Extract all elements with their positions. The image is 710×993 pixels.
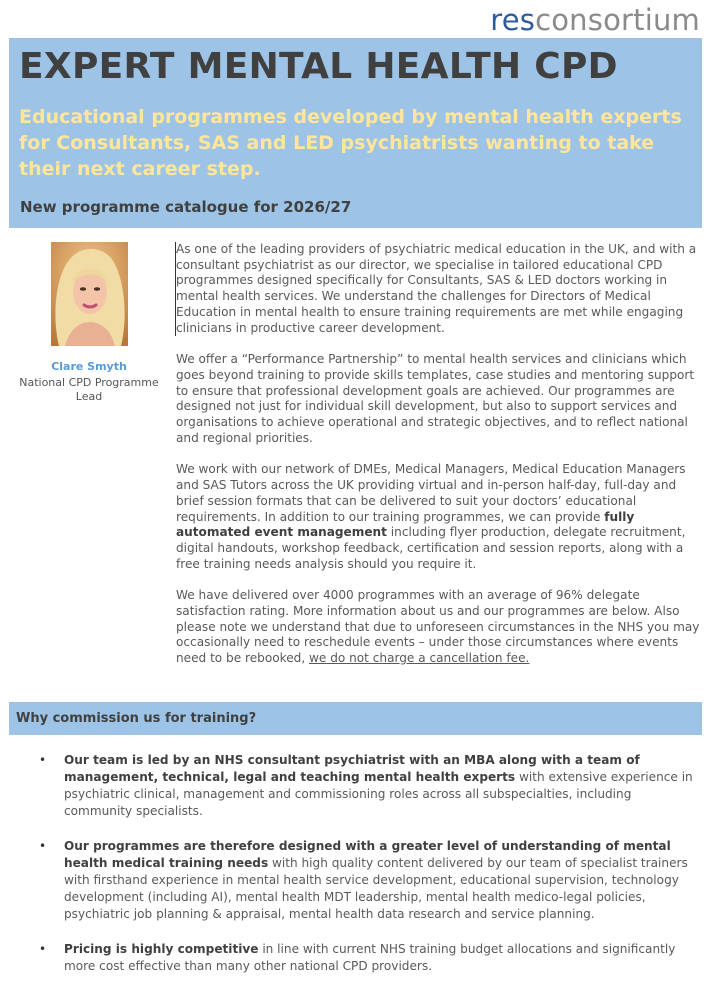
profile-card xyxy=(9,240,169,404)
intro-paragraph-4 xyxy=(176,588,700,667)
why-bullet-list xyxy=(0,752,700,993)
page-title: EXPERT MENTAL HEALTH CPD xyxy=(19,46,618,87)
profile-photo xyxy=(51,242,128,346)
intro-paragraph-3 xyxy=(176,462,700,572)
intro-paragraph-3-start: We work with our network of DMEs, Medical Managers, Medical Education Managers and SAS Tutors across the UK providing virtual and in-person half-day, full-day and brief session formats that can be delivered to suit your doctors’ educational requirements. In addition to our training programmes, we can provide xyxy=(176,462,686,524)
catalogue-heading: New programme catalogue for 2026/27 xyxy=(20,198,352,216)
bullet-icon: • xyxy=(39,753,47,767)
intro-text xyxy=(176,242,700,683)
list-item xyxy=(0,941,700,975)
list-item xyxy=(0,752,700,820)
bullet-text: with high quality content delivered by our team of specialist trainers with firsthand experience in mental health service development, educational supervision, technology development (including AI), mental health MDT leadership, mental health medico-legal policies, psychiatric job planning & appraisal, mental health data research and service planning. xyxy=(64,856,688,921)
bullet-icon: • xyxy=(39,839,47,853)
cancellation-note: we do not charge a cancellation fee. xyxy=(309,651,530,666)
company-logo xyxy=(490,3,700,37)
list-item xyxy=(0,838,700,923)
logo-part-consortium: consortium xyxy=(535,3,700,37)
profile-role: National CPD Programme Lead xyxy=(19,376,159,403)
bullet-bold-text: Our team is led by an NHS consultant psychiatrist with an MBA along with a team of management, technical, legal and teaching mental health experts xyxy=(64,753,640,784)
logo-part-res: res xyxy=(490,3,536,37)
bullet-bold-text: Pricing is highly competitive xyxy=(64,942,259,956)
bullet-icon: • xyxy=(39,942,47,956)
header-banner xyxy=(9,38,702,228)
why-section-bar xyxy=(9,702,702,735)
why-section-title: Why commission us for training? xyxy=(16,711,257,726)
bullet-text: in line with current NHS training budget allocations and significantly more cost effective than many other national CPD providers. xyxy=(64,942,676,973)
intro-paragraph-1: As one of the leading providers of psychiatric medical education in the UK, and with a consultant psychiatrist as our director, we specialise in tailored educational CPD programmes designed specifically for Consultants, SAS & LED doctors working in mental health services. We understand the challenges for Directors of Medical Education in mental health to ensure training requirements are met while engaging clinicians in productive career development. xyxy=(175,242,700,336)
profile-name: Clare Smyth xyxy=(51,360,127,373)
intro-paragraph-3-bold: fully automated event management xyxy=(176,509,635,540)
bullet-text: with extensive experience in psychiatric clinical, management and commissioning roles across all subspecialties, including community specialists. xyxy=(64,770,693,818)
intro-paragraph-2: We offer a “Performance Partnership” to mental health services and clinicians which goes beyond training to provide skills templates, case studies and mentoring support to ensure that professional development goals are achieved. Our programmes are designed not just for individual skill development, but also to support services and organisations to achieve operational and strategic objectives, and to reflect national and regional priorities. xyxy=(176,352,695,445)
page-subtitle: Educational programmes developed by mental health experts for Consultants, SAS and LED psychiatrists wanting to take their next career step. xyxy=(19,106,682,180)
intro-paragraph-3-end: including flyer production, delegate recruitment, digital handouts, workshop feedback, certification and session reports, along with a free training needs analysis should you require it. xyxy=(176,525,686,571)
intro-paragraph-4-start: We have delivered over 4000 programmes with an average of 96% delegate satisfaction rating. More information about us and our programmes are below. Also please note we understand that due to unforeseen circumstances in the NHS you may occasionally need to reschedule events – under those circumstances where events need to be rebooked, xyxy=(176,588,700,666)
bullet-bold-text: Our programmes are therefore designed with a greater level of understanding of mental health medical training needs xyxy=(64,839,671,870)
